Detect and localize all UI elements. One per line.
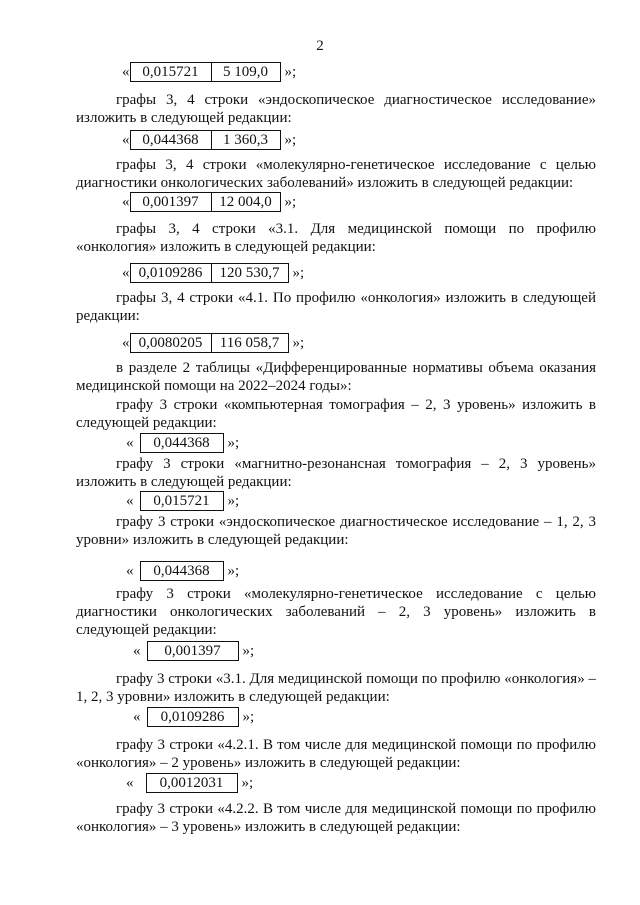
value-cell: 120 530,7 xyxy=(211,264,288,282)
close-quote: »; xyxy=(284,63,297,80)
close-quote: »; xyxy=(292,264,305,281)
value-row xyxy=(122,333,304,353)
paragraph: графу 3 строки «3.1. Для медицинской помощи по профилю «онкология» – 1, 2, 3 уровни» изложить в следующей редакции: xyxy=(76,671,596,705)
value-row xyxy=(126,433,239,453)
paragraph: графу 3 строки «4.2.1. В том числе для медицинской помощи по профилю «онкология» – 2 уровень» изложить в следующей редакции: xyxy=(76,737,596,771)
close-quote: »; xyxy=(284,131,297,148)
value-row xyxy=(126,491,239,511)
value-cell: 0,015721 xyxy=(153,493,210,509)
close-quote: »; xyxy=(241,774,254,791)
close-quote: »; xyxy=(242,642,255,659)
value-table xyxy=(147,641,239,661)
close-quote: »; xyxy=(284,193,297,210)
open-quote: « xyxy=(126,434,134,451)
value-cell: 0,044368 xyxy=(153,563,210,579)
paragraph: графу 3 строки «4.2.2. В том числе для медицинской помощи по профилю «онкология» – 3 уровень» изложить в следующей редакции: xyxy=(76,801,596,835)
close-quote: »; xyxy=(292,334,305,351)
value-row xyxy=(122,192,296,212)
close-quote: »; xyxy=(227,562,240,579)
value-row xyxy=(122,263,304,283)
value-row xyxy=(126,773,253,793)
value-table xyxy=(146,773,238,793)
value-cell: 12 004,0 xyxy=(211,193,280,211)
value-table xyxy=(140,561,224,581)
paragraph: графы 3, 4 строки «4.1. По профилю «онкология» изложить в следующей редакции: xyxy=(76,290,596,324)
close-quote: »; xyxy=(227,492,240,509)
open-quote: « xyxy=(126,562,134,579)
open-quote: « xyxy=(133,642,141,659)
value-table xyxy=(130,62,281,82)
open-quote: « xyxy=(126,492,134,509)
open-quote: « xyxy=(122,131,130,148)
value-cell: 0,0109286 xyxy=(160,709,225,725)
value-table xyxy=(130,263,289,283)
value-cell: 0,015721 xyxy=(142,64,199,80)
value-table xyxy=(140,433,224,453)
close-quote: »; xyxy=(227,434,240,451)
paragraph: графу 3 строки «компьютерная томография – 2, 3 уровень» изложить в следующей редакции: xyxy=(76,397,596,431)
value-cell: 116 058,7 xyxy=(211,334,288,352)
paragraph: графу 3 строки «эндоскопическое диагностическое исследование – 1, 2, 3 уровни» изложить в следующей редакции: xyxy=(76,514,596,548)
value-cell: 0,001397 xyxy=(164,643,221,659)
value-cell: 5 109,0 xyxy=(211,63,280,81)
value-row xyxy=(122,130,296,150)
value-table xyxy=(130,130,281,150)
value-cell: 0,0080205 xyxy=(138,335,203,351)
value-row xyxy=(133,641,254,661)
open-quote: « xyxy=(122,63,130,80)
open-quote: « xyxy=(133,708,141,725)
paragraph: графы 3, 4 строки «3.1. Для медицинской помощи по профилю «онкология» изложить в следующей редакции: xyxy=(76,221,596,255)
open-quote: « xyxy=(126,774,134,791)
open-quote: « xyxy=(122,334,130,351)
open-quote: « xyxy=(122,193,130,210)
close-quote: »; xyxy=(242,708,255,725)
paragraph: графы 3, 4 строки «эндоскопическое диагностическое исследование» изложить в следующей редакции: xyxy=(76,92,596,126)
value-cell: 0,0109286 xyxy=(138,265,203,281)
value-row xyxy=(133,707,254,727)
value-table xyxy=(130,333,289,353)
value-cell: 1 360,3 xyxy=(211,131,280,149)
value-row xyxy=(122,62,296,82)
page-number: 2 xyxy=(316,38,324,54)
value-table xyxy=(147,707,239,727)
paragraph: графы 3, 4 строки «молекулярно-генетическое исследование с целью диагностики онкологических заболеваний» изложить в следующей редакции: xyxy=(76,157,596,191)
open-quote: « xyxy=(122,264,130,281)
paragraph: в разделе 2 таблицы «Дифференцированные нормативы объема оказания медицинской помощи на 2022–2024 годы»: xyxy=(76,360,596,394)
paragraph: графу 3 строки «молекулярно-генетическое исследование с целью диагностики онкологических заболеваний – 2, 3 уровень» изложить в следующей редакции: xyxy=(76,586,596,638)
value-cell: 0,001397 xyxy=(142,194,199,210)
value-row xyxy=(126,561,239,581)
value-cell: 0,044368 xyxy=(153,435,210,451)
value-cell: 0,0012031 xyxy=(159,775,224,791)
paragraph: графу 3 строки «магнитно-резонансная томография – 2, 3 уровень» изложить в следующей редакции: xyxy=(76,456,596,490)
value-cell: 0,044368 xyxy=(142,132,199,148)
value-table xyxy=(140,491,224,511)
value-table xyxy=(130,192,281,212)
